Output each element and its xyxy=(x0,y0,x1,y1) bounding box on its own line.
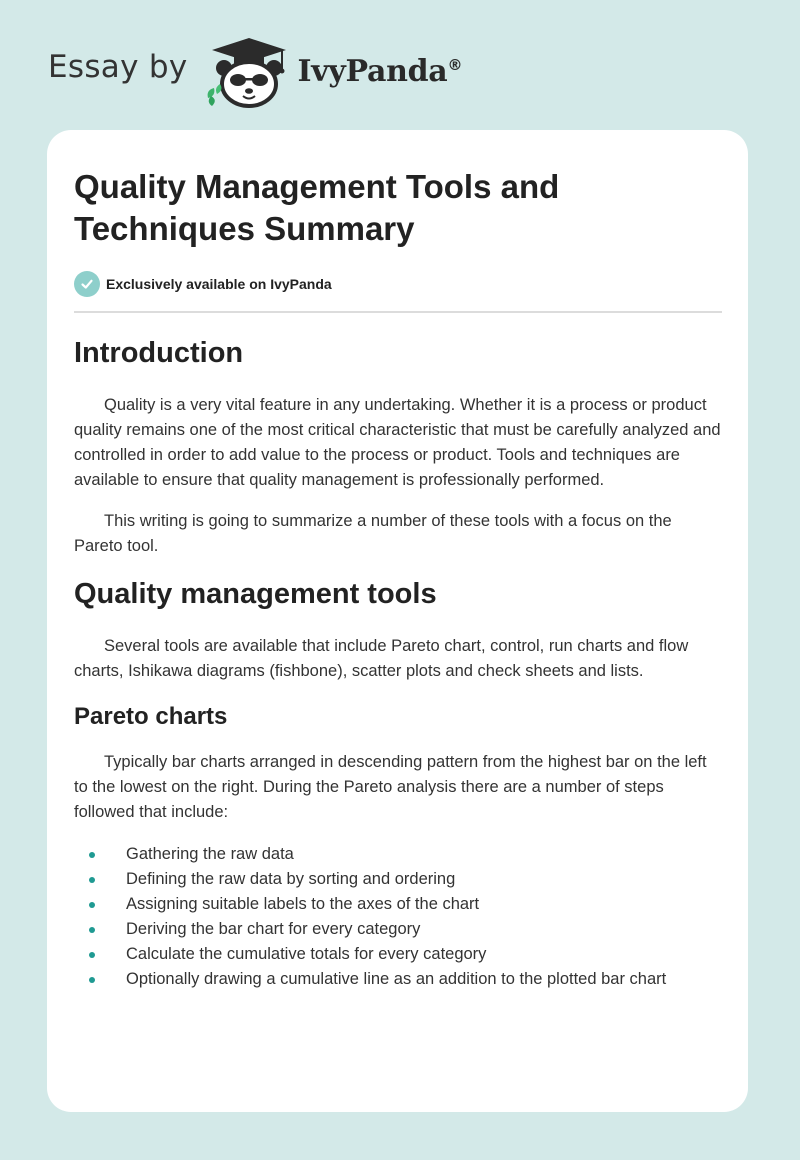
paragraph: Several tools are available that include Pareto chart, control, run charts and flow charts, Ishikawa diagrams (fishbone), scatter plots and check sheets and lists. xyxy=(74,637,689,680)
bullet-icon xyxy=(89,927,95,933)
paragraph: Quality is a very vital feature in any undertaking. Whether it is a process or product quality remains one of the most critical characteristic that must be carefully analyzed and controlled in order to add value to the process or product. Tools and techniques are available to ensure that quality management is professionally performed. xyxy=(74,396,721,489)
paragraph: Typically bar charts arranged in descending pattern from the highest bar on the left to the lowest on the right. During the Pareto analysis there are a number of steps followed that include: xyxy=(74,753,707,821)
brand-prefix: Essay by xyxy=(48,49,188,85)
section-heading-quality-management-tools: Quality management tools xyxy=(74,578,437,610)
check-icon xyxy=(74,271,100,297)
list-item: Optionally drawing a cumulative line as an addition to the plotted bar chart xyxy=(74,967,722,992)
article-card xyxy=(47,130,748,1112)
list-item: Gathering the raw data xyxy=(74,842,722,867)
badge-text: Exclusively available on IvyPanda xyxy=(106,276,332,292)
bullet-icon xyxy=(89,852,95,858)
bullet-icon xyxy=(89,877,95,883)
paragraph: This writing is going to summarize a number of these tools with a focus on the Pareto tool. xyxy=(74,512,672,555)
list-item: Deriving the bar chart for every category xyxy=(74,917,722,942)
bullet-icon xyxy=(89,902,95,908)
panda-logo-icon[interactable] xyxy=(202,36,296,108)
bullet-icon xyxy=(89,952,95,958)
pareto-steps-list xyxy=(74,842,722,992)
list-item: Defining the raw data by sorting and ordering xyxy=(74,867,722,892)
page-title: Quality Management Tools and Techniques Summary xyxy=(74,168,560,247)
list-item: Assigning suitable labels to the axes of the chart xyxy=(74,892,722,917)
brand-name: IvyPanda® xyxy=(297,53,463,89)
exclusive-badge xyxy=(74,270,722,298)
bullet-icon xyxy=(89,977,95,983)
section-heading-introduction: Introduction xyxy=(74,337,244,369)
divider xyxy=(74,311,722,313)
subsection-heading-pareto-charts: Pareto charts xyxy=(74,703,228,730)
brand-header xyxy=(48,36,462,108)
list-item: Calculate the cumulative totals for every category xyxy=(74,942,722,967)
